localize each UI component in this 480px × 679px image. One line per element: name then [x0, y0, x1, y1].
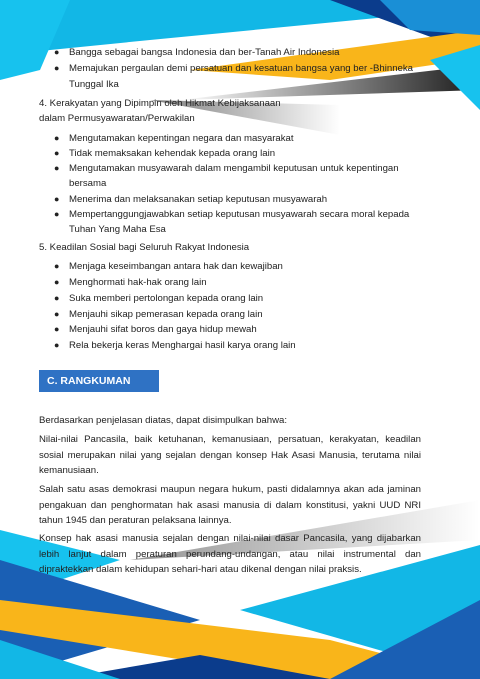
- bullet-glyph: ●: [54, 163, 60, 173]
- sila5-item: Menjaga keseimbangan antara hak dan kewajiban: [69, 261, 283, 272]
- bullet-glyph: ●: [54, 261, 60, 271]
- rangkuman-paragraph-3: Konsep hak asasi manusia sejalan dengan nilai-nilai dasar Pancasila, yang dijabarkan lebih lanjut dalam peraturan perundang-undangan, atau nilai instrumental dan dipraktekkan dalam kehidupan sehari-hari atau dikenal dengan nilai praksis.: [39, 533, 421, 575]
- sila4-title-line1: 4. Kerakyatan yang Dipimpin oleh Hikmat Kebijaksanaan: [39, 98, 281, 109]
- sila5-item: Suka memberi pertolongan kepada orang lain: [69, 293, 264, 304]
- sila4-item-cont: bersama: [69, 178, 107, 189]
- bullet-glyph: ●: [54, 277, 60, 287]
- rangkuman-intro: Berdasarkan penjelasan diatas, dapat disimpulkan bahwa:: [39, 415, 287, 426]
- sila4-item: Mengutamakan kepentingan negara dan masyarakat: [69, 133, 294, 144]
- rangkuman-paragraph-2: Salah satu asas demokrasi maupun negara hukum, pasti didalamnya akan ada jaminan pengakuan dan penghormatan hak asasi manusia di dalam konstitusi, yakni UUD NRI tahun 1945 dan peraturan pelaksana lainnya.: [39, 484, 421, 526]
- sila4-item: Mengutamakan musyawarah dalam mengambil keputusan untuk kepentingan: [69, 163, 399, 174]
- bullet-glyph: ●: [54, 340, 60, 350]
- sila4-item: Tidak memaksakan kehendak kepada orang lain: [69, 148, 276, 159]
- bullet-glyph: ●: [54, 293, 60, 303]
- bullet-glyph: ●: [54, 324, 60, 334]
- section-heading-rangkuman: C. RANGKUMAN: [39, 370, 159, 392]
- sila5-item: Menjauhi sifat boros dan gaya hidup mewah: [69, 324, 257, 335]
- sila5-item: Rela bekerja keras Menghargai hasil karya orang lain: [69, 340, 296, 351]
- bullet-glyph: ●: [54, 63, 60, 73]
- sila4-title-line2: dalam Permusyawaratan/Perwakilan: [39, 113, 195, 124]
- bullet-glyph: ●: [54, 148, 60, 158]
- sila5-item: Menjauhi sikap pemerasan kepada orang lain: [69, 309, 263, 320]
- sila5-item: Menghormati hak-hak orang lain: [69, 277, 207, 288]
- bullet-glyph: ●: [54, 133, 60, 143]
- bullet-glyph: ●: [54, 47, 60, 57]
- sila3-item-2-cont: Tunggal Ika: [69, 79, 119, 90]
- bullet-glyph: ●: [54, 209, 60, 219]
- bullet-glyph: ●: [54, 309, 60, 319]
- sila4-item: Mempertanggungjawabkan setiap keputusan musyawarah secara moral kepada: [69, 209, 410, 220]
- bullet-glyph: ●: [54, 194, 60, 204]
- sila3-item-2: Memajukan pergaulan demi persatuan dan kesatuan bangsa yang ber -Bhinneka: [69, 63, 414, 74]
- sila3-item-1: Bangga sebagai bangsa Indonesia dan ber-Tanah Air Indonesia: [69, 47, 340, 58]
- rangkuman-paragraph-1: Nilai-nilai Pancasila, baik ketuhanan, kemanusiaan, persatuan, kerakyatan, keadilan sosial merupakan nilai yang sejalan dengan konsep Hak Asasi Manusia, terutama nilai kemanusiaan.: [39, 434, 421, 476]
- sila4-item-cont: Tuhan Yang Maha Esa: [69, 224, 166, 235]
- sila5-title: 5. Keadilan Sosial bagi Seluruh Rakyat Indonesia: [39, 242, 250, 253]
- sila4-item: Menerima dan melaksanakan setiap keputusan musyawarah: [69, 194, 328, 205]
